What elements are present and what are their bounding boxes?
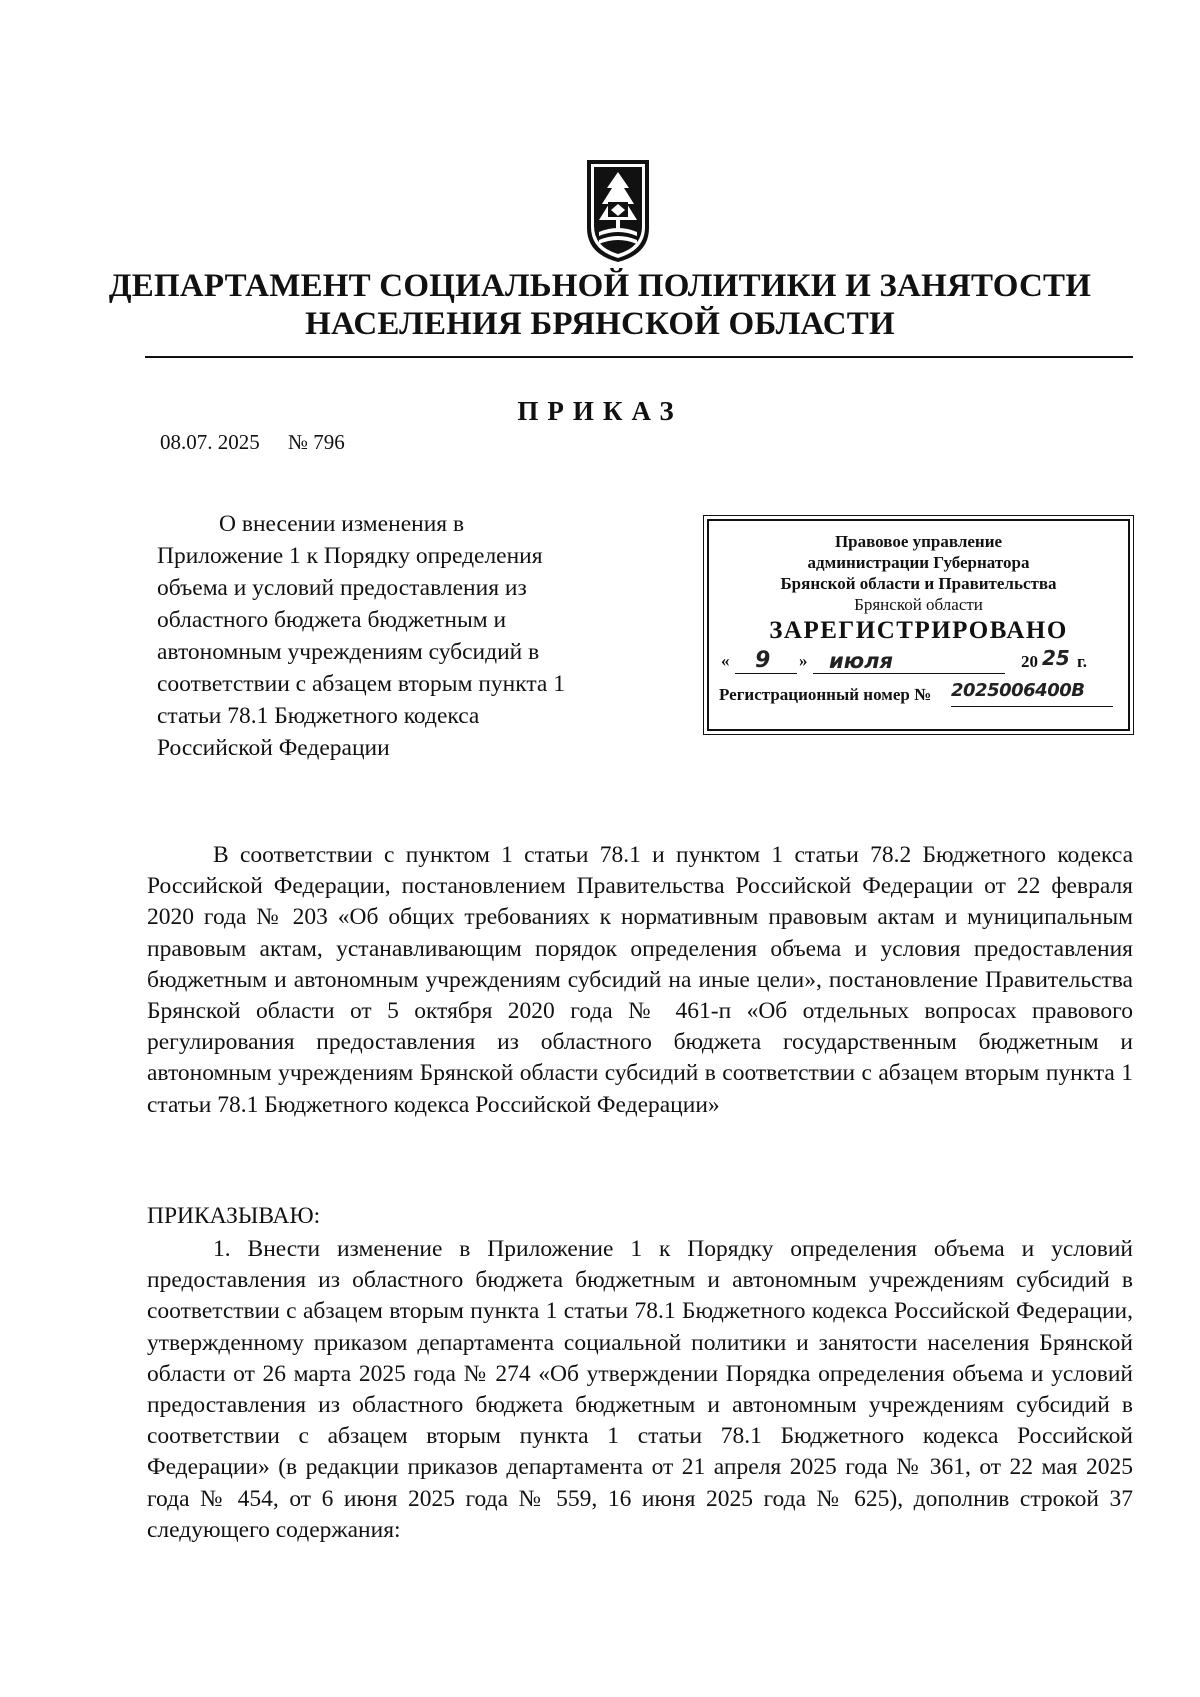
stamp-line3: Брянской области и Правительства (780, 574, 1057, 593)
stamp-line1: Правовое управление (834, 532, 1003, 551)
order-item-1: 1. Внести изменение в Приложение 1 к Порядку определения объема и условий предоставления из областного бюджета бюджетным и автономным учреждениям субсидий в соответствии с абзацем вторым пункта 1 статьи 78.1 Бюджетного кодекса Российской Федерации, утвержденному приказом департамента социальной политики и занятости населения Брянской области от 26 марта 2025 года № 274 «Об утверждении Порядка определения объема и условий предоставления из областного бюджета бюджетным и автономным учреждениям субсидий в соответствии с абзацем вторым пункта 1 статьи 78.1 Бюджетного кодекса Российской Федерации» (в редакции приказов департамента от 21 апреля 2025 года № 361, от 22 мая 2025 года № 454, от 6 июня 2025 года № 559, 16 июня 2025 года № 625), дополнив строкой 37 следующего содержания: (147, 1236, 1133, 1543)
subject-line: объема и условий предоставления из (157, 575, 527, 601)
coat-of-arms-icon (585, 158, 651, 264)
header-divider (145, 356, 1133, 358)
stamp-year-unit: г. (1077, 652, 1088, 671)
stamp-day-line (735, 673, 797, 674)
registration-stamp (707, 519, 1130, 731)
stamp-date-row (709, 645, 1128, 679)
stamp-day: 9 (755, 648, 771, 673)
subject-line: областного бюджета бюджетным и (157, 607, 507, 633)
order-subject (157, 508, 657, 764)
preamble-paragraph: В соответствии с пунктом 1 статьи 78.1 и пунктом 1 статьи 78.2 Бюджетного кодекса Российской Федерации, постановлением Правительства Российской Федерации от 22 февраля 2020 года № 203 «Об общих требованиях к нормативным правовым актам и муниципальным правовым актам, устанавливающим порядок определения объема и условия предоставления бюджетным и автономным учреждениям субсидий на иные цели», постановление Правительства Брянской области от 5 октября 2020 года № 461-п «Об отдельных вопросах правового регулирования предоставления из областного бюджета государственным бюджетным и автономным учреждениям Брянской области субсидий в соответствии с абзацем вторым пункта 1 статьи 78.1 Бюджетного кодекса Российской Федерации» (147, 842, 1133, 1118)
stamp-line4: Брянской области (854, 595, 983, 614)
stamp-quote-close: » (799, 651, 808, 670)
subject-line: статьи 78.1 Бюджетного кодекса (157, 703, 480, 729)
stamp-year-prefix: 20 (1021, 652, 1038, 671)
order-title: ПРИКАЗ (517, 396, 683, 426)
subject-line: автономным учреждениям субсидий в (157, 639, 540, 665)
order-date: 08.07. 2025 (160, 430, 260, 454)
department-name-line2: НАСЕЛЕНИЯ БРЯНСКОЙ ОБЛАСТИ (305, 306, 895, 342)
order-number: № 796 (288, 430, 345, 454)
stamp-reg-label: Регистрационный номер № (719, 685, 932, 704)
stamp-month: июля (829, 649, 893, 673)
stamp-reg-line (951, 706, 1113, 707)
subject-line: О внесении изменения в (219, 511, 465, 537)
stamp-status: ЗАРЕГИСТРИРОВАНО (769, 617, 1068, 644)
department-name-line1: ДЕПАРТАМЕНТ СОЦИАЛЬНОЙ ПОЛИТИКИ И ЗАНЯТОСТИ (108, 268, 1092, 304)
stamp-month-line (813, 673, 1005, 674)
subject-line: Приложение 1 к Порядку определения (157, 543, 543, 569)
stamp-year-suffix: 25 (1042, 646, 1070, 670)
stamp-reg-number: 2025006400В (951, 680, 1085, 701)
decree-word: ПРИКАЗЫВАЮ: (147, 1203, 321, 1229)
subject-line: соответствии с абзацем вторым пункта 1 (157, 671, 565, 697)
stamp-reg-row (709, 679, 1128, 709)
subject-line: Российской Федерации (157, 735, 390, 761)
stamp-quote-open: « (721, 651, 730, 670)
stamp-line2: администрации Губернатора (807, 553, 1030, 572)
